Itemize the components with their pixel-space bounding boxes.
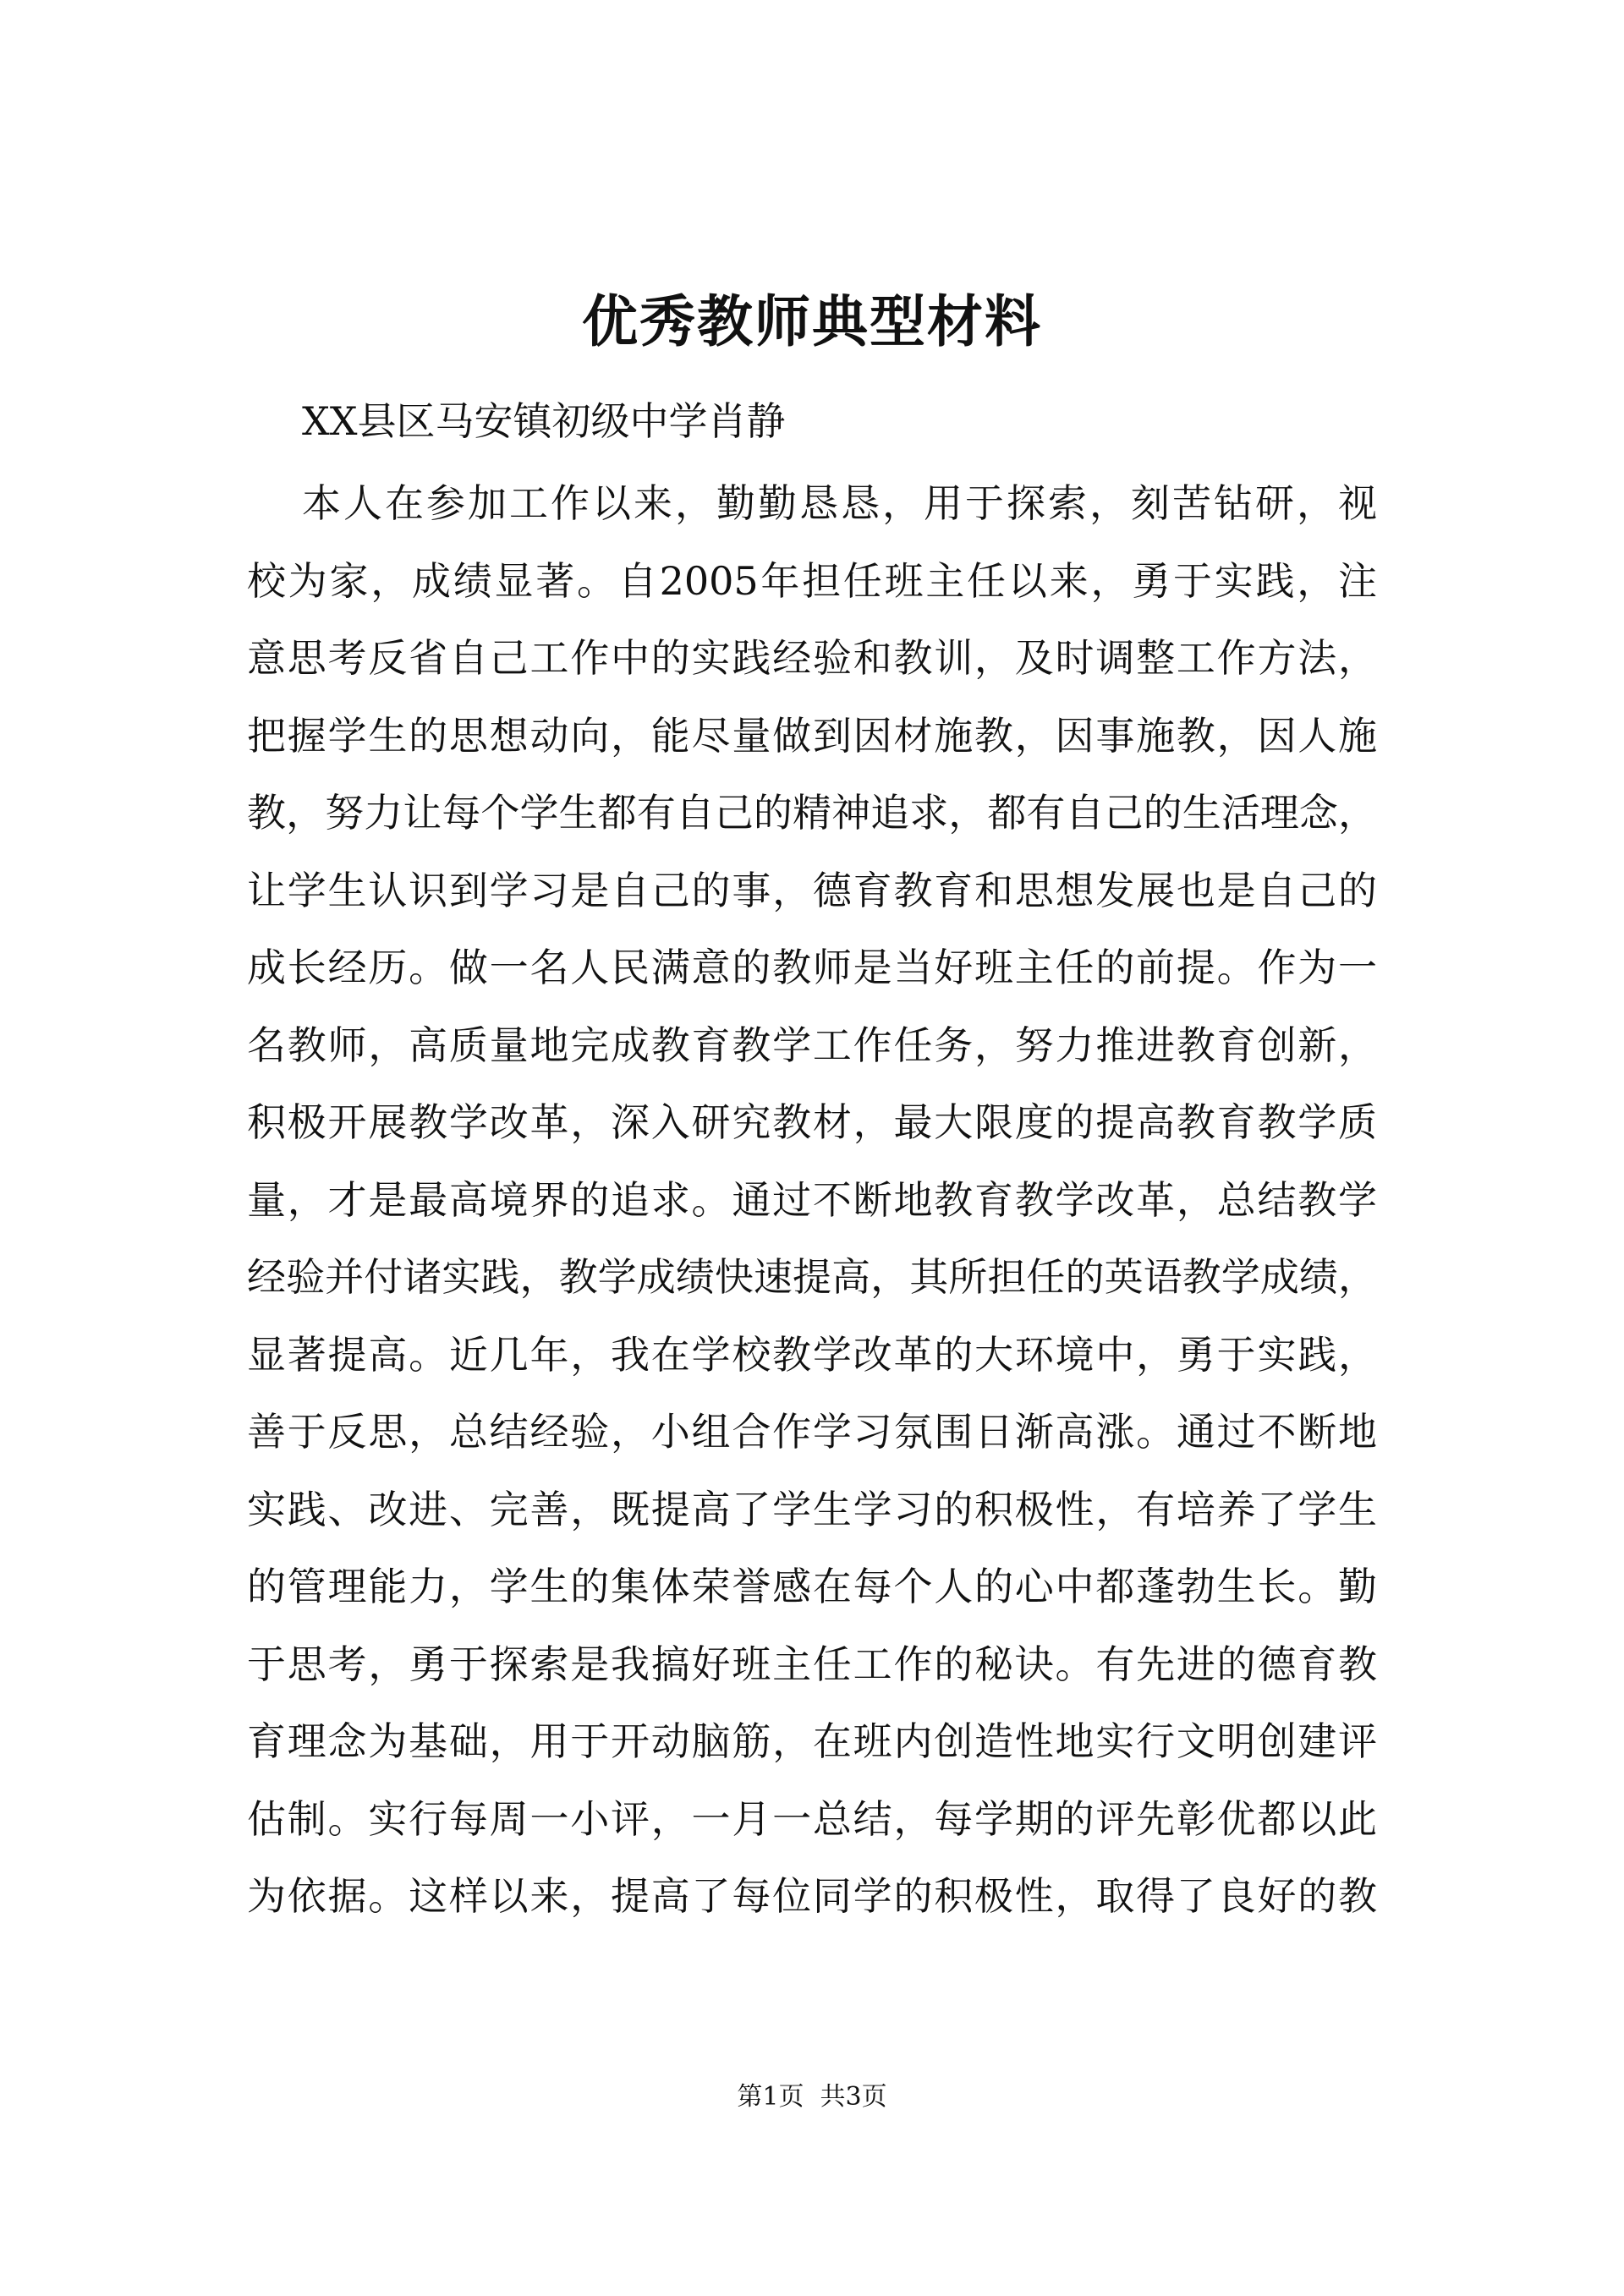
text-line: 把握学生的思想动向，能尽量做到因材施教，因事施教，因人施	[247, 712, 1377, 759]
text-line: 积极开展教学改革，深入研究教材，最大限度的提高教育教学质	[247, 1099, 1377, 1145]
text-line: 显著提高。近几年，我在学校教学改革的大环境中，勇于实践，	[247, 1331, 1377, 1378]
text-line: 为依据。这样以来，提高了每位同学的积极性，取得了良好的教	[247, 1873, 1377, 1919]
text-line: 本人在参加工作以来，勤勤恳恳，用于探索，刻苦钻研，视	[302, 480, 1377, 526]
text-line: 经验并付诸实践，教学成绩快速提高，其所担任的英语教学成绩，	[247, 1254, 1377, 1300]
page-footer: 第1页 共3页	[737, 2082, 887, 2112]
text-line: 名教师，高质量地完成教育教学工作任务，努力推进教育创新，	[247, 1022, 1377, 1068]
text-line: 的管理能力，学生的集体荣誉感在每个人的心中都蓬勃生长。勤	[247, 1564, 1377, 1609]
text-line: 估制。实行每周一小评，一月一总结，每学期的评先彰优都以此	[247, 1795, 1377, 1842]
text-line: 校为家，成绩显著。自2005年担任班主任以来，勇于实践，注	[247, 557, 1377, 604]
text-line: 教，努力让每个学生都有自己的精神追求，都有自己的生活理念，	[247, 790, 1377, 836]
text-line: 成长经历。做一名人民满意的教师是当好班主任的前提。作为一	[247, 945, 1377, 990]
text-line: 实践、改进、完善，既提高了学生学习的积极性，有培养了学生	[247, 1486, 1377, 1532]
author-line: XX县区马安镇初级中学肖静	[302, 398, 786, 444]
text-line: 量，才是最高境界的追求。通过不断地教育教学改革，总结教学	[247, 1176, 1377, 1223]
body-paragraph	[247, 465, 1377, 1936]
page-title: 优秀教师典型材料	[582, 288, 1042, 354]
text-line: 善于反思，总结经验，小组合作学习氛围日渐高涨。通过不断地	[247, 1409, 1377, 1455]
text-line: 育理念为基础，用于开动脑筋，在班内创造性地实行文明创建评	[247, 1718, 1377, 1764]
text-line: 让学生认识到学习是自己的事，德育教育和思想发展也是自己的	[247, 867, 1377, 913]
text-line: 意思考反省自己工作中的实践经验和教训，及时调整工作方法，	[247, 635, 1377, 681]
text-line: 于思考，勇于探索是我搞好班主任工作的秘诀。有先进的德育教	[247, 1641, 1377, 1687]
